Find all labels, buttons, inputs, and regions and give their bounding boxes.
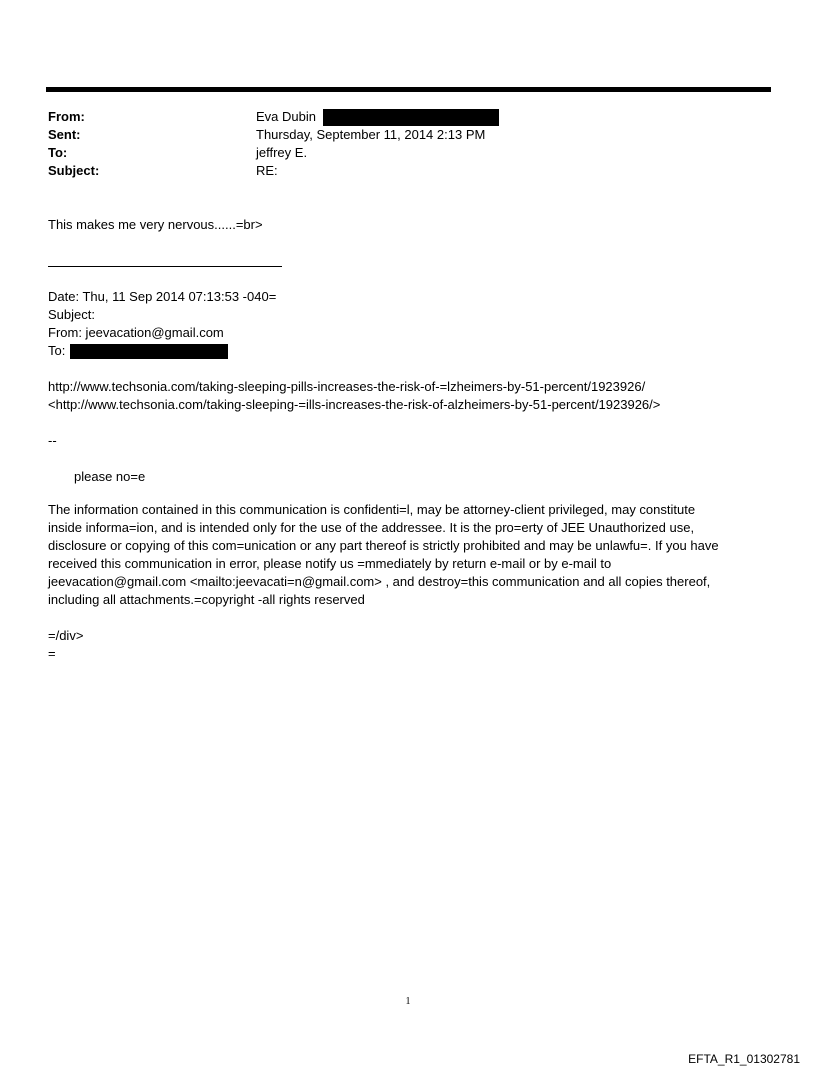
disclaimer-line: The information contained in this communication is confidenti=l, may be attorney-client privileged, may constitute bbox=[48, 502, 696, 517]
div-close-text: =/div> bbox=[48, 628, 84, 643]
trailing-equals: = bbox=[48, 646, 56, 661]
article-link[interactable]: http://www.techsonia.com/taking-sleeping-pills-increases-the-risk-of-=lzheimers-by-51-percent/1923926/ bbox=[48, 379, 646, 394]
sent-value: Thursday, September 11, 2014 2:13 PM bbox=[256, 127, 486, 142]
bates-number: EFTA_R1_01302781 bbox=[688, 1052, 800, 1066]
disclaimer-line: received this communication in error, please notify us =mmediately by return e-mail or by e-mail to bbox=[48, 556, 612, 571]
header-rule bbox=[46, 87, 771, 92]
from-value bbox=[256, 108, 499, 126]
please-note: please no=e bbox=[74, 469, 146, 484]
disclaimer-line: jeevacation@gmail.com <mailto:jeevacati=n@gmail.com> , and destroy=this communication and all copies thereof, bbox=[48, 574, 711, 589]
orig-to-label: To: bbox=[48, 343, 66, 358]
page-number: 1 bbox=[405, 996, 411, 1007]
subject-label: Subject: bbox=[48, 163, 100, 178]
orig-subject: Subject: bbox=[48, 307, 95, 322]
reply-text: This makes me very nervous......=br> bbox=[48, 217, 263, 232]
quote-separator bbox=[48, 266, 282, 267]
orig-from: From: jeevacation@gmail.com bbox=[48, 325, 224, 340]
subject-value: RE: bbox=[256, 163, 278, 178]
redaction-block bbox=[70, 344, 228, 359]
from-label: From: bbox=[48, 109, 85, 124]
disclaimer-line: inside informa=ion, and is intended only for the use of the addressee. It is the pro=erty of JEE Unauthorized use, bbox=[48, 520, 695, 535]
signature-dashes: -- bbox=[48, 433, 57, 448]
to-value: jeffrey E. bbox=[256, 145, 308, 160]
disclaimer-line: including all attachments.=copyright -all rights reserved bbox=[48, 592, 365, 607]
redaction-block bbox=[323, 109, 499, 126]
orig-date: Date: Thu, 11 Sep 2014 07:13:53 -040= bbox=[48, 289, 277, 304]
to-label: To: bbox=[48, 145, 68, 160]
confidentiality-disclaimer bbox=[48, 501, 768, 609]
disclaimer-line: disclosure or copying of this com=unication or any part thereof is strictly prohibited and may be unlawfu=. If you have bbox=[48, 538, 719, 553]
from-name: Eva Dubin bbox=[256, 109, 316, 124]
article-link-bracketed[interactable]: <http://www.techsonia.com/taking-sleeping-=ills-increases-the-risk-of-alzheimers-by-51-percent/1923926/> bbox=[48, 397, 661, 412]
orig-to bbox=[48, 342, 228, 360]
sent-label: Sent: bbox=[48, 127, 81, 142]
